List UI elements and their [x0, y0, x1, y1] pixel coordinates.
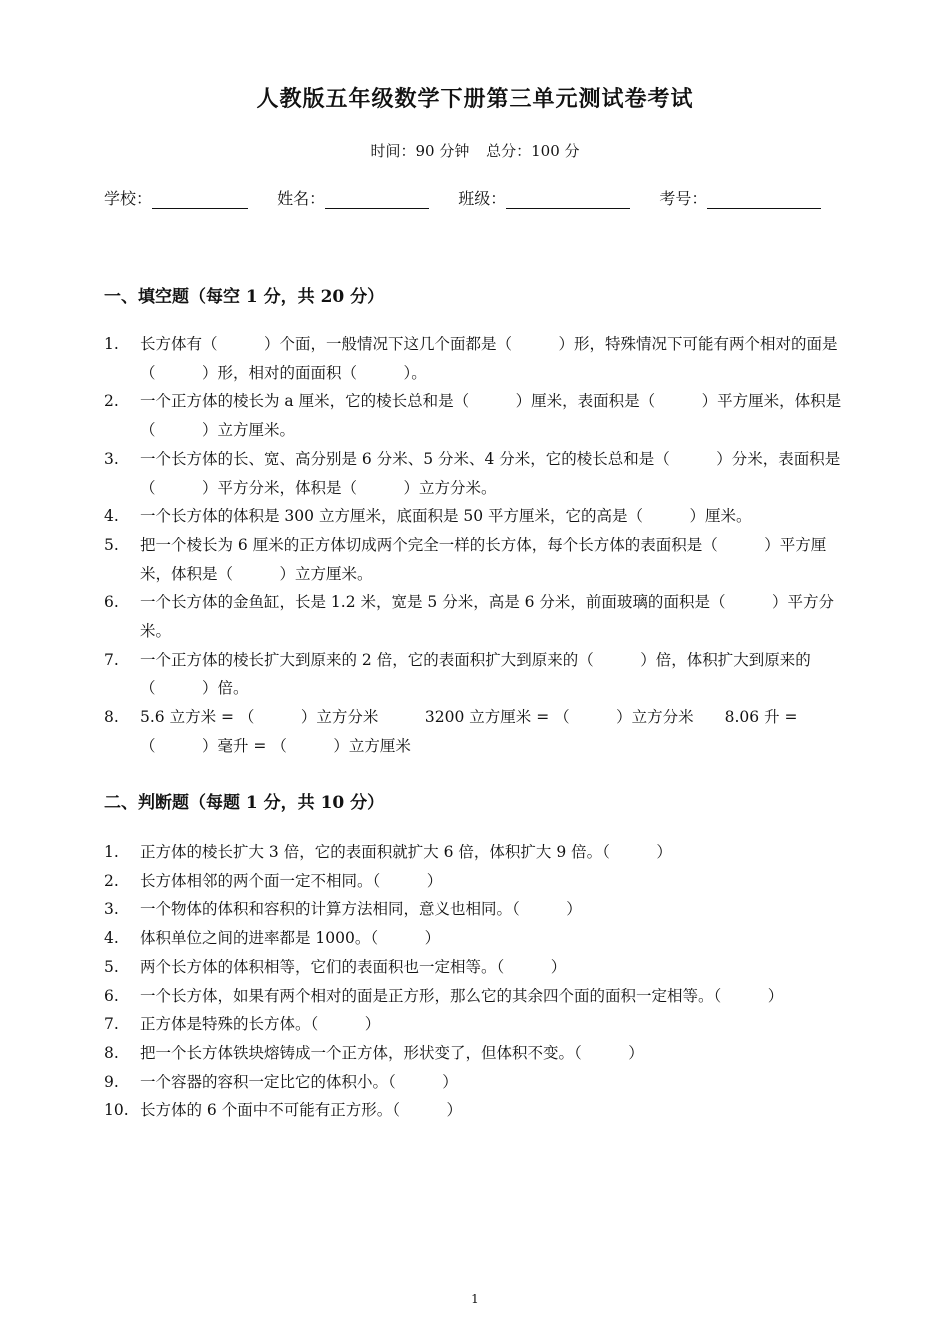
section-1-heading: 一、填空题（每空 1 分，共 20 分）: [104, 287, 385, 307]
question-text: 一个正方体的棱长为 a 厘米，它的棱长总和是（ ）厘米，表面积是（ ）平方厘米，体积是（ ）立方厘米。: [140, 392, 842, 440]
question-number: 8.: [104, 708, 119, 727]
question-number: 6.: [104, 986, 119, 1005]
school-field[interactable]: [104, 186, 248, 209]
question-item: [104, 924, 854, 953]
question-number: 7.: [104, 650, 119, 669]
exam-meta: [0, 140, 950, 161]
exam-total-score: 总分：100 分: [486, 142, 580, 160]
question-text: 长方体相邻的两个面一定不相同。（ ）: [140, 871, 443, 890]
exam-title: 人教版五年级数学下册第三单元测试卷考试: [256, 86, 694, 112]
question-number: 5.: [104, 535, 119, 554]
question-item: [104, 531, 854, 588]
student-info-row: [104, 186, 864, 209]
question-item: [104, 982, 854, 1011]
question-text: 一个长方体的金鱼缸，长是 1.2 米，宽是 5 分米，高是 6 分米，前面玻璃的面积是（ ）平方分米。: [140, 593, 834, 641]
question-number: 7.: [104, 1015, 119, 1034]
question-text: 一个物体的体积和容积的计算方法相同，意义也相同。（ ）: [140, 900, 582, 919]
question-item: [104, 1039, 854, 1068]
question-text: 一个容器的容积一定比它的体积小。（ ）: [140, 1072, 458, 1091]
question-number: 5.: [104, 957, 119, 976]
question-text: 一个长方体的体积是 300 立方厘米，底面积是 50 平方厘米，它的高是（ ）厘米。: [140, 507, 752, 526]
question-item: [104, 1096, 854, 1125]
exam-number-label: 考号：: [659, 189, 708, 208]
question-number: 3.: [104, 900, 119, 919]
true-false-question-list: [104, 838, 854, 1125]
question-number: 3.: [104, 449, 119, 468]
question-item: [104, 867, 854, 896]
name-field[interactable]: [277, 186, 429, 209]
page-number: 1: [471, 1292, 479, 1306]
question-text: 把一个长方体铁块熔铸成一个正方体，形状变了，但体积不变。（ ）: [140, 1043, 644, 1062]
question-text: 5.6 立方米 = （ ）立方分米 3200 立方厘米 = （ ）立方分米 8.06 升 = （ ）毫升 = （ ）立方厘米: [140, 708, 798, 755]
question-text: 一个正方体的棱长扩大到原来的 2 倍，它的表面积扩大到原来的（ ）倍，体积扩大到原来的（ ）倍。: [140, 650, 811, 698]
school-label: 学校：: [104, 189, 153, 208]
fill-in-question-list: [104, 330, 854, 761]
question-number: 2.: [104, 392, 119, 411]
question-number: 2.: [104, 871, 119, 890]
question-number: 4.: [104, 507, 119, 526]
class-blank[interactable]: [506, 192, 630, 209]
question-text: 一个长方体的长、宽、高分别是 6 分米、5 分米、4 分米，它的棱长总和是（ ）分米，表面积是（ ）平方分米，体积是（ ）立方分米。: [140, 449, 841, 497]
question-item: [104, 838, 854, 867]
question-item: [104, 1068, 854, 1097]
name-blank[interactable]: [325, 192, 429, 209]
school-blank[interactable]: [152, 192, 248, 209]
exam-number-field[interactable]: [659, 186, 821, 209]
question-number: 10.: [104, 1101, 129, 1120]
question-item: [104, 588, 854, 645]
question-number: 6.: [104, 593, 119, 612]
question-item: [104, 445, 854, 502]
question-item: [104, 1010, 854, 1039]
question-text: 正方体是特殊的长方体。（ ）: [140, 1015, 381, 1034]
name-label: 姓名：: [277, 189, 326, 208]
class-label: 班级：: [458, 189, 507, 208]
class-field[interactable]: [458, 186, 630, 209]
question-number: 8.: [104, 1043, 119, 1062]
question-text: 把一个棱长为 6 厘米的正方体切成两个完全一样的长方体，每个长方体的表面积是（ ）平方厘米，体积是（ ）立方厘米。: [140, 535, 827, 583]
question-item: [104, 502, 854, 531]
question-text: 长方体的 6 个面中不可能有正方形。（ ）: [140, 1101, 462, 1120]
question-text: 两个长方体的体积相等，它们的表面积也一定相等。（ ）: [140, 957, 567, 976]
section-2-heading: 二、判断题（每题 1 分，共 10 分）: [104, 793, 385, 813]
question-item: [104, 703, 854, 760]
question-text: 体积单位之间的进率都是 1000。（ ）: [140, 929, 441, 948]
question-item: [104, 330, 854, 387]
question-item: [104, 895, 854, 924]
question-text: 正方体的棱长扩大 3 倍，它的表面积就扩大 6 倍，体积扩大 9 倍。（ ）: [140, 843, 672, 861]
question-number: 4.: [104, 929, 119, 948]
exam-time: 时间：90 分钟: [370, 142, 470, 160]
exam-number-blank[interactable]: [707, 192, 821, 209]
question-item: [104, 953, 854, 982]
question-number: 1.: [104, 843, 119, 861]
question-text: 一个长方体，如果有两个相对的面是正方形，那么它的其余四个面的面积一定相等。（ ）: [140, 986, 784, 1005]
question-text: 长方体有（ ）个面，一般情况下这几个面都是（ ）形，特殊情况下可能有两个相对的面是（ ）形，相对的面面积（ ）。: [140, 335, 838, 382]
question-number: 1.: [104, 335, 119, 353]
question-item: [104, 387, 854, 444]
question-item: [104, 646, 854, 703]
question-number: 9.: [104, 1072, 119, 1091]
